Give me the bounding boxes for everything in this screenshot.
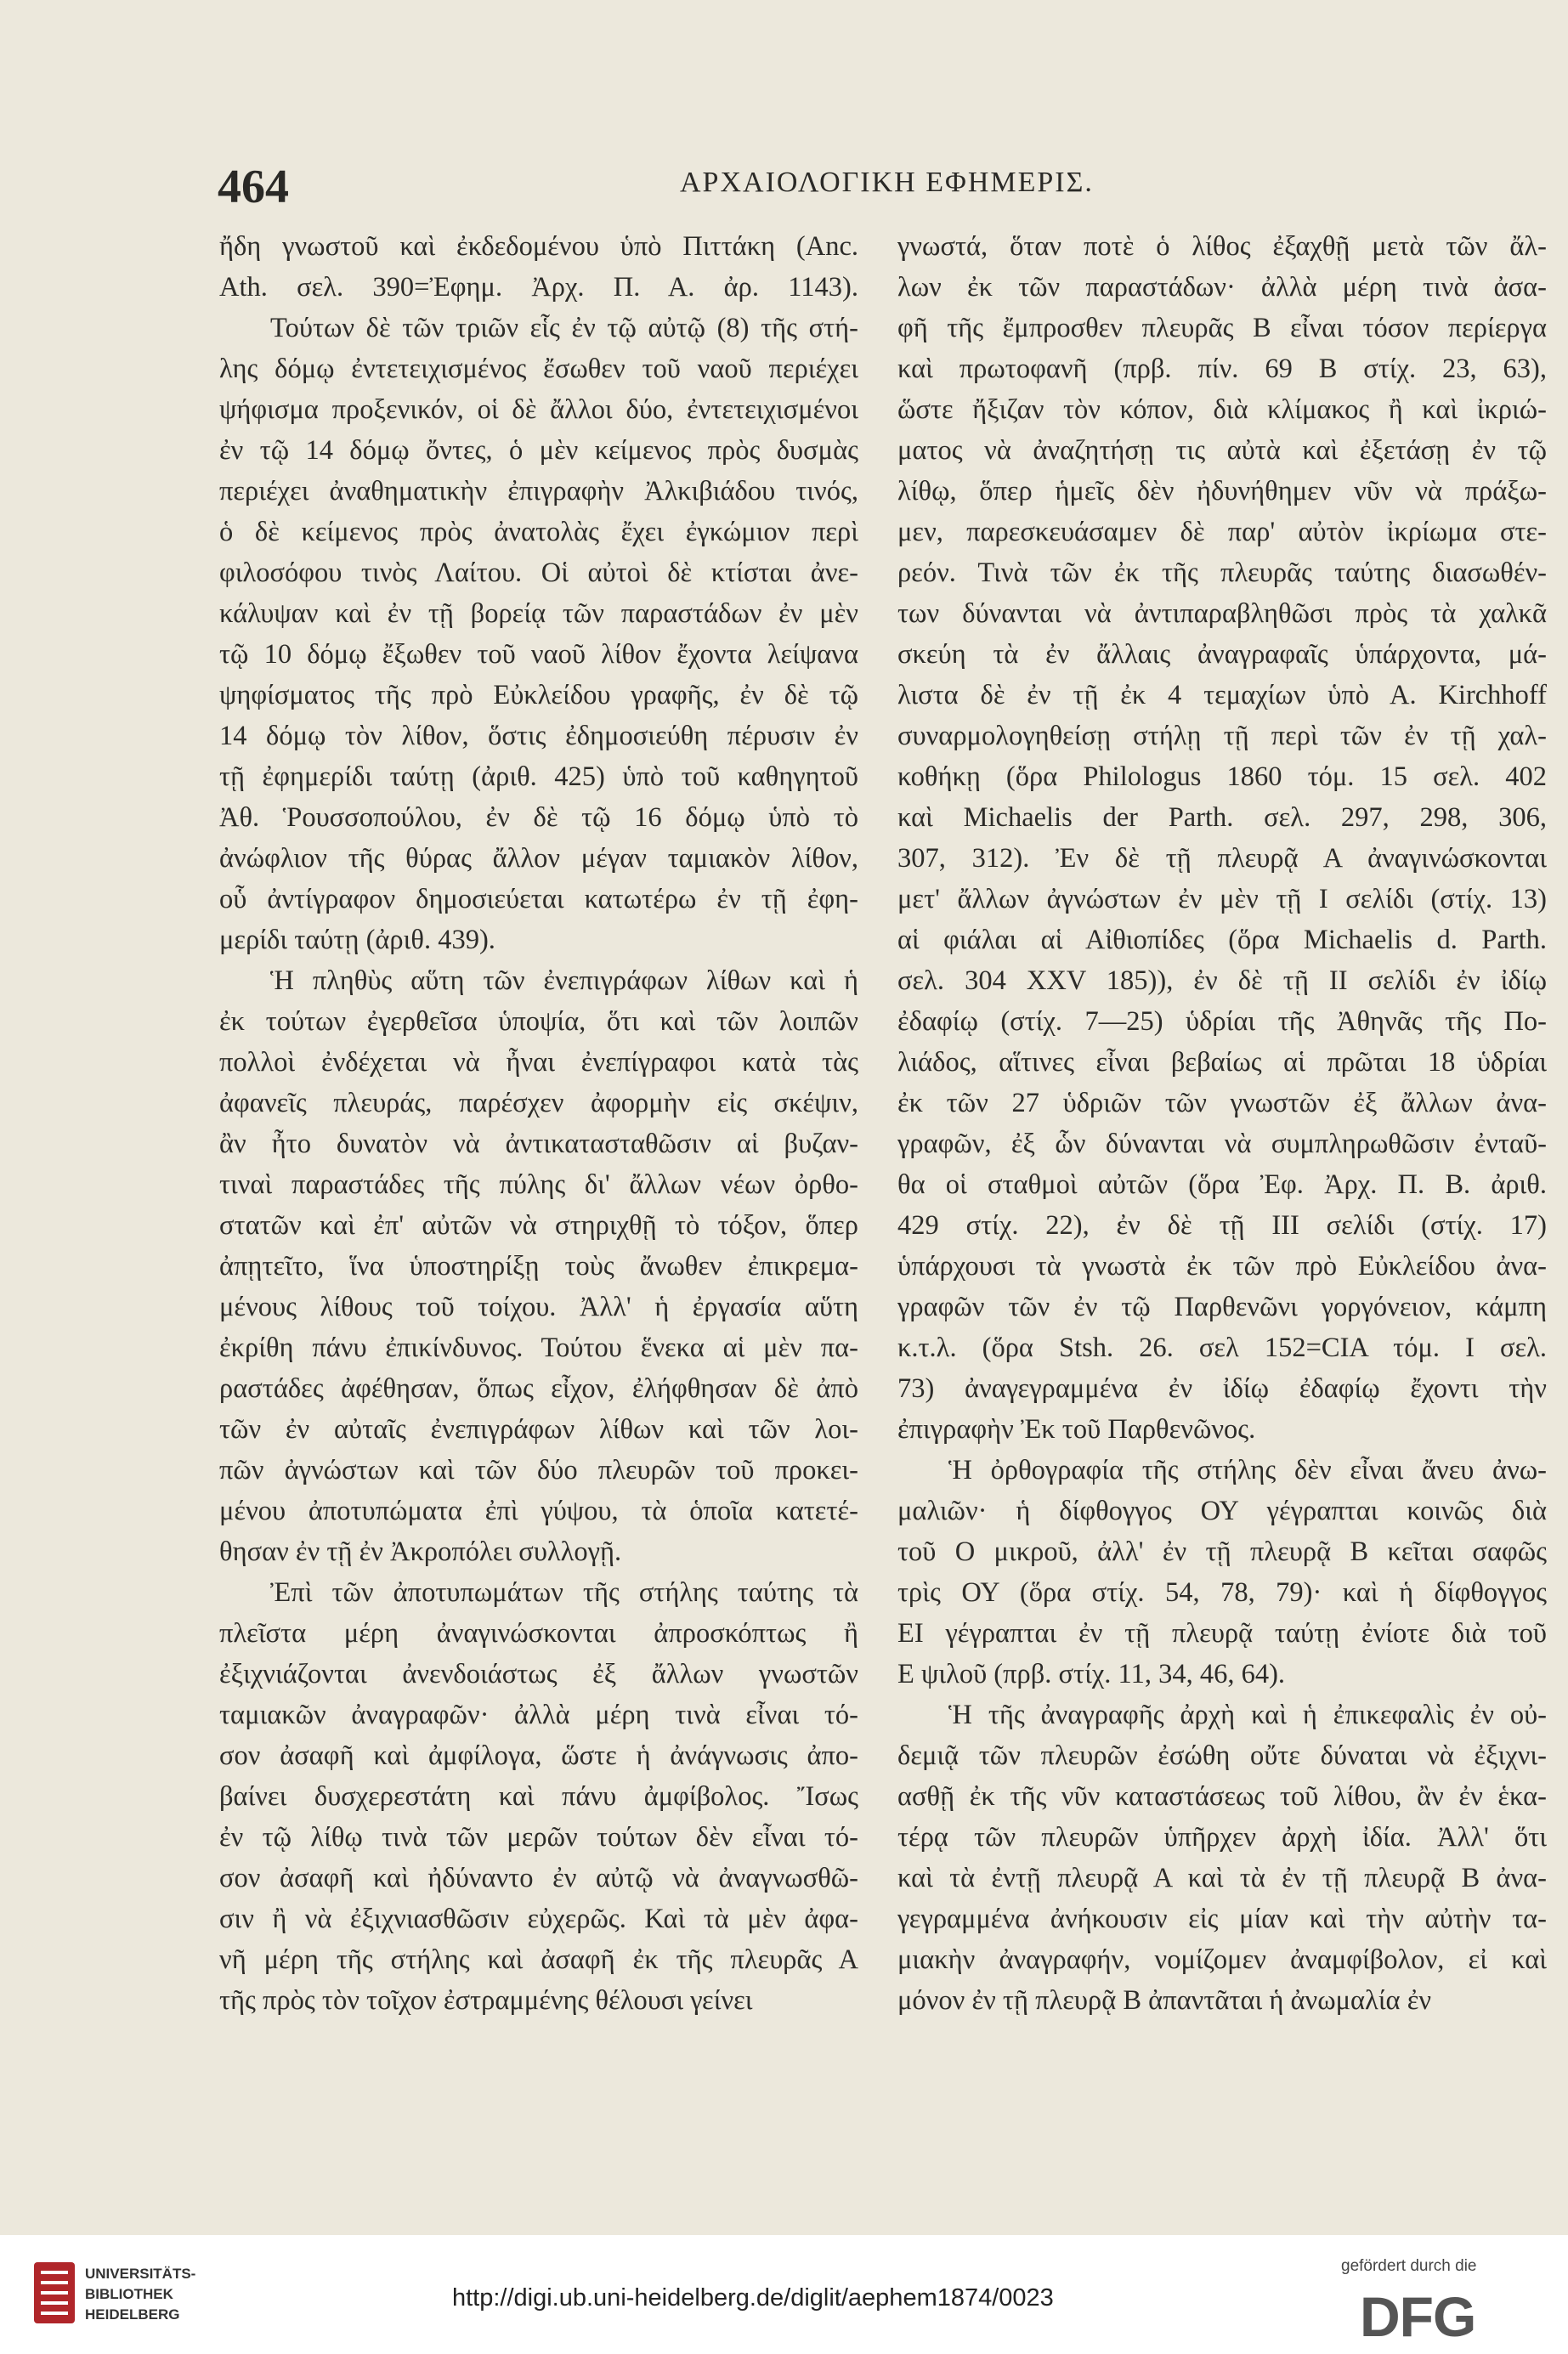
text-line: ψήφισμα προξενικόν, οἱ δὲ ἄλλοι δύο, ἐντετειχισμένοι	[219, 394, 858, 425]
text-line: καὶ Michaelis der Parth. σελ. 297, 298, 306,	[897, 802, 1547, 833]
text-line: ἐξιχνιάζονται ἀνενδοιάστως ἐξ ἄλλων γνωστῶν	[219, 1659, 858, 1689]
text-line: περιέχει ἀναθηματικὴν ἐπιγραφὴν Ἀλκιβιάδου τινός,	[219, 476, 858, 506]
text-line: γνωστά, ὅταν ποτὲ ὁ λίθος ἐξαχθῇ μετὰ τῶν ἄλ-	[897, 231, 1547, 262]
text-line: 307, 312). Ἐν δὲ τῇ πλευρᾷ Α ἀναγινώσκονται	[897, 843, 1547, 874]
text-line: οὗ ἀντίγραφον δημοσιεύεται κατωτέρω ἐν τῇ ἐφη-	[219, 884, 858, 914]
text-line: τῷ 10 δόμῳ ἔξωθεν τοῦ ναοῦ λίθον ἔχοντα λείψανα	[219, 639, 858, 670]
text-line: λιάδος, αἵτινες εἶναι βεβαίως αἱ πρῶται 18 ὑδρίαι	[897, 1047, 1547, 1078]
text-line: Ἡ ὀρθογραφία τῆς στήλης δὲν εἶναι ἄνευ ἀνω-	[948, 1455, 1547, 1485]
text-line: μένου ἀποτυπώματα ἐπὶ γύψου, τὰ ὁποῖα κατετέ-	[219, 1496, 858, 1526]
funded-by-text: gefördert durch die	[1341, 2257, 1477, 2275]
text-line: φιλοσόφου τινὸς Λαίτου. Οἱ αὐτοὶ δὲ κτίσται ἀνε-	[219, 557, 858, 588]
text-line: θησαν ἐν τῇ ἐν Ἀκροπόλει συλλογῇ.	[219, 1536, 622, 1567]
text-line: ΕΙ γέγραπται ἐν τῇ πλευρᾷ ταύτῃ ἐνίοτε διὰ τοῦ	[897, 1618, 1547, 1649]
text-line: μένους λίθους τοῦ τοίχου. Ἀλλ' ἡ ἐργασία αὕτη	[219, 1292, 858, 1322]
text-line: τῆς πρὸς τὸν τοῖχον ἐστραμμένης θέλουσι γείνει	[219, 1985, 753, 2016]
text-line: μιακὴν ἀναγραφήν, νομίζομεν ἀναμφίβολον, εἰ καὶ	[897, 1944, 1547, 1975]
page-number: 464	[218, 161, 289, 213]
library-name	[85, 2264, 195, 2325]
text-line: τῶν ἐν αὐταῖς ἐνεπιγράφων λίθων καὶ τῶν λοι-	[219, 1414, 858, 1445]
library-name-line: BIBLIOTHEK	[85, 2286, 173, 2302]
text-line: 429 στίχ. 22), ἐν δὲ τῇ III σελίδι (στίχ. 17)	[897, 1210, 1547, 1241]
text-line: σιν ἢ νὰ ἐξιχνιασθῶσιν εὐχερῶς. Καὶ τὰ μὲν ἀφα-	[219, 1904, 858, 1934]
text-line: στατῶν καὶ ἐπ' αὐτῶν νὰ στηριχθῇ τὸ τόξον, ὅπερ	[219, 1210, 858, 1241]
source-url-link[interactable]: http://digi.ub.uni-heidelberg.de/diglit/aephem1874/0023	[452, 2284, 1054, 2312]
text-line: φῆ τῆς ἔμπροσθεν πλευρᾶς Β εἶναι τόσον περίεργα	[897, 313, 1547, 343]
left-column	[219, 226, 858, 2021]
text-line: σελ. 304 XXV 185)), ἐν δὲ τῇ II σελίδι ἐν ἰδίῳ	[897, 965, 1547, 996]
right-column	[897, 226, 1547, 2021]
text-line: ὑπάρχουσι τὰ γνωστὰ ἐκ τῶν πρὸ Εὐκλείδου ἀνα-	[897, 1251, 1547, 1282]
text-line: γραφῶν, ἐξ ὧν δύνανται νὰ συμπληρωθῶσιν ἐνταῦ-	[897, 1129, 1547, 1159]
text-line: λιστα δὲ ἐν τῇ ἐκ 4 τεμαχίων ὑπὸ Α. Kirchhoff	[897, 680, 1547, 710]
text-line: σκεύη τὰ ἐν ἄλλαις ἀναγραφαῖς ὑπάρχοντα, μά-	[897, 639, 1547, 670]
library-name-line: HEIDELBERG	[85, 2306, 180, 2323]
text-line: κοθήκῃ (ὅρα Philologus 1860 τόμ. 15 σελ. 402	[897, 761, 1547, 792]
text-line: Ε ψιλοῦ (πρβ. στίχ. 11, 34, 46, 64).	[897, 1659, 1286, 1689]
text-line: τέρᾳ τῶν πλευρῶν ὑπῆρχεν ἀρχὴ ἰδία. Ἀλλ' ὅτι	[897, 1822, 1547, 1853]
library-name-line: UNIVERSITÄTS-	[85, 2266, 196, 2282]
text-line: μετ' ἄλλων ἀγνώστων ἐν μὲν τῇ I σελίδι (στίχ. 13)	[897, 884, 1547, 914]
text-line: ἐδαφίῳ (στίχ. 7—25) ὑδρίαι τῆς Ἀθηνᾶς τῆς Πο-	[897, 1006, 1547, 1037]
text-line: δεμιᾷ τῶν πλευρῶν ἐσώθη οὔτε δύναται νὰ ἐξιχνι-	[897, 1740, 1547, 1771]
text-line: Ἀθ. Ῥουσσοπούλου, ἐν δὲ τῷ 16 δόμῳ ὑπὸ τὸ	[219, 802, 858, 833]
text-line: μεν, παρεσκευάσαμεν δὲ παρ' αὐτὸν ἰκρίωμα στε-	[897, 517, 1547, 547]
text-line: Τούτων δὲ τῶν τριῶν εἷς ἐν τῷ αὐτῷ (8) τῆς στή-	[270, 313, 858, 343]
text-line: των δύνανται νὰ ἀντιπαραβληθῶσι πρὸς τὰ χαλκᾶ	[897, 598, 1547, 629]
text-line: κ.τ.λ. (ὅρα Stsh. 26. σελ 152=CIA τόμ. I σελ.	[897, 1333, 1547, 1363]
text-line: αἱ φιάλαι αἱ Αἰθιοπίδες (ὅρα Michaelis d. Parth.	[897, 925, 1547, 955]
text-line: τῇ ἐφημερίδι ταύτῃ (ἀριθ. 425) ὑπὸ τοῦ καθηγητοῦ	[219, 761, 858, 792]
text-line: ἀνώφλιον τῆς θύρας ἄλλον μέγαν ταμιακὸν λίθον,	[219, 843, 858, 874]
text-line: ἐν τῷ λίθῳ τινὰ τῶν μερῶν τούτων δὲν εἶναι τό-	[219, 1822, 858, 1853]
text-line: ασθῇ ἐκ τῆς νῦν καταστάσεως τοῦ λίθου, ἂν ἐν ἑκα-	[897, 1781, 1547, 1812]
text-line: ἐν τῷ 14 δόμῳ ὄντες, ὁ μὲν κείμενος πρὸς δυσμὰς	[219, 435, 858, 466]
text-line: ὥστε ἤξιζαν τὸν κόπον, διὰ κλίμακος ἢ καὶ ἰκριώ-	[897, 394, 1547, 425]
text-line: ἀφανεῖς πλευράς, παρέσχεν ἀφορμὴν εἰς σκέψιν,	[219, 1088, 858, 1118]
text-line: μερίδι ταύτῃ (ἀριθ. 439).	[219, 925, 495, 955]
text-line: γραφῶν τῶν ἐν τῷ Παρθενῶνι γοργόνειον, κάμπη	[897, 1292, 1547, 1322]
text-line: μαλιῶν· ἡ δίφθογγος ΟΥ γέγραπται κοινῶς διὰ	[897, 1496, 1547, 1526]
text-line: καὶ τὰ ἐντῇ πλευρᾷ Α καὶ τὰ ἐν τῇ πλευρᾷ Β ἀνα-	[897, 1863, 1547, 1893]
text-line: ραστάδες ἀφέθησαν, ὅπως εἶχον, ἐλήφθησαν δὲ ἀπὸ	[219, 1373, 858, 1404]
text-line: θα οἱ σταθμοὶ αὐτῶν (ὅρα Ἐφ. Ἀρχ. Π. Β. ἀριθ.	[897, 1169, 1547, 1200]
text-line: λης δόμῳ ἐντετειχισμένος ἔσωθεν τοῦ ναοῦ περιέχει	[219, 354, 858, 384]
text-line: 14 δόμῳ τὸν λίθον, ὅστις ἐδημοσιεύθη πέρυσιν ἐν	[219, 721, 858, 751]
text-line: ἤδη γνωστοῦ καὶ ἐκδεδομένου ὑπὸ Πιττάκη (Anc.	[219, 231, 858, 262]
text-line: ἂν ἦτο δυνατὸν νὰ ἀντικατασταθῶσιν αἱ βυζαν-	[219, 1129, 858, 1159]
text-line: Ath. σελ. 390=Ἐφημ. Ἀρχ. Π. Α. ἀρ. 1143).	[219, 272, 858, 303]
text-line: τρὶς ΟΥ (ὅρα στίχ. 54, 78, 79)· καὶ ἡ δίφθογγος	[897, 1577, 1547, 1608]
text-line: καὶ πρωτοφανῆ (πρβ. πίν. 69 Β στίχ. 23, 63),	[897, 354, 1547, 384]
footer	[0, 2235, 1568, 2354]
text-line: ἐπιγραφὴν Ἐκ τοῦ Παρθενῶνος.	[897, 1414, 1256, 1445]
text-line: τοῦ Ο μικροῦ, ἀλλ' ἐν τῇ πλευρᾷ Β κεῖται σαφῶς	[897, 1536, 1547, 1567]
text-line: Ἡ τῆς ἀναγραφῆς ἀρχὴ καὶ ἡ ἐπικεφαλὶς ἐν οὐ-	[948, 1700, 1547, 1730]
text-line: γεγραμμένα ἀνήκουσιν εἰς μίαν καὶ τὴν αὐτὴν τα-	[897, 1904, 1547, 1934]
text-line: νῆ μέρη τῆς στήλης καὶ ἀσαφῆ ἐκ τῆς πλευρᾶς Α	[219, 1944, 858, 1975]
text-line: συναρμολογηθείσῃ στήλῃ τῇ περὶ τῶν ἐν τῇ χαλ-	[897, 721, 1547, 751]
text-line: λίθῳ, ὅπερ ἡμεῖς δὲν ἠδυνήθημεν νῦν νὰ πράξω-	[897, 476, 1547, 506]
text-line: βαίνει δυσχερεστάτη καὶ πάνυ ἀμφίβολος. Ἴσως	[219, 1781, 858, 1812]
text-line: ἐκ τῶν 27 ὑδριῶν τῶν γνωστῶν ἐξ ἄλλων ἀνα-	[897, 1088, 1547, 1118]
dfg-logo: DFG	[1360, 2285, 1476, 2348]
text-line: πολλοὶ ἐνδέχεται νὰ ἦναι ἐνεπίγραφοι κατὰ τὰς	[219, 1047, 858, 1078]
text-line: ἐκ τούτων ἐγερθεῖσα ὑποψία, ὅτι καὶ τῶν λοιπῶν	[219, 1006, 858, 1037]
text-line: ἐκρίθη πάνυ ἐπικίνδυνος. Τούτου ἕνεκα αἱ μὲν πα-	[219, 1333, 858, 1363]
text-line: ταμιακῶν ἀναγραφῶν· ἀλλὰ μέρη τινὰ εἶναι τό-	[219, 1700, 858, 1730]
running-head: ΑΡΧΑΙΟΛΟΓΙΚΗ ΕΦΗΜΕΡΙΣ.	[680, 167, 1094, 198]
text-line: κάλυψαν καὶ ἐν τῇ βορείᾳ τῶν παραστάδων ἐν μὲν	[219, 598, 858, 629]
text-line: 73) ἀναγεγραμμένα ἐν ἰδίῳ ἐδαφίῳ ἔχοντι τὴν	[897, 1373, 1547, 1404]
text-line: λων ἐκ τῶν παραστάδων· ἀλλὰ μέρη τινὰ ἀσα-	[897, 272, 1547, 303]
text-line: ρεόν. Τινὰ τῶν ἐκ τῆς πλευρᾶς ταύτης διασωθέν-	[897, 557, 1547, 588]
text-line: σον ἀσαφῆ καὶ ἠδύναντο ἐν αὐτῷ νὰ ἀναγνωσθῶ-	[219, 1863, 858, 1893]
text-line: ματος νὰ ἀναζητήσῃ τις αὐτὰ καὶ ἐξετάσῃ ἐν τῷ	[897, 435, 1547, 466]
text-line: Ἐπὶ τῶν ἀποτυπωμάτων τῆς στήλης ταύτης τὰ	[270, 1577, 858, 1608]
text-line: σον ἀσαφῆ καὶ ἀμφίλογα, ὥστε ἡ ἀνάγνωσις ἀπο-	[219, 1740, 858, 1771]
text-line: ὁ δὲ κείμενος πρὸς ἀνατολὰς ἔχει ἐγκώμιον περὶ	[219, 517, 858, 547]
text-line: πλεῖστα μέρη ἀναγινώσκονται ἀπροσκόπτως ἢ	[219, 1618, 858, 1649]
text-line: Ἡ πληθὺς αὕτη τῶν ἐνεπιγράφων λίθων καὶ ἡ	[270, 965, 858, 996]
text-line: τιναὶ παραστάδες τῆς πύλης δι' ἄλλων νέων ὀρθο-	[219, 1169, 858, 1200]
text-line: ἀπῃτεῖτο, ἵνα ὑποστηρίξῃ τοὺς ἄνωθεν ἐπικρεμα-	[219, 1251, 858, 1282]
text-line: πῶν ἀγνώστων καὶ τῶν δύο πλευρῶν τοῦ προκει-	[219, 1455, 858, 1485]
text-line: μόνον ἐν τῇ πλευρᾷ Β ἀπαντᾶται ἡ ἀνωμαλία ἐν	[897, 1985, 1432, 2016]
university-seal-icon	[32, 2261, 76, 2325]
text-line: ψηφίσματος τῆς πρὸ Εὐκλείδου γραφῆς, ἐν δὲ τῷ	[219, 680, 858, 710]
